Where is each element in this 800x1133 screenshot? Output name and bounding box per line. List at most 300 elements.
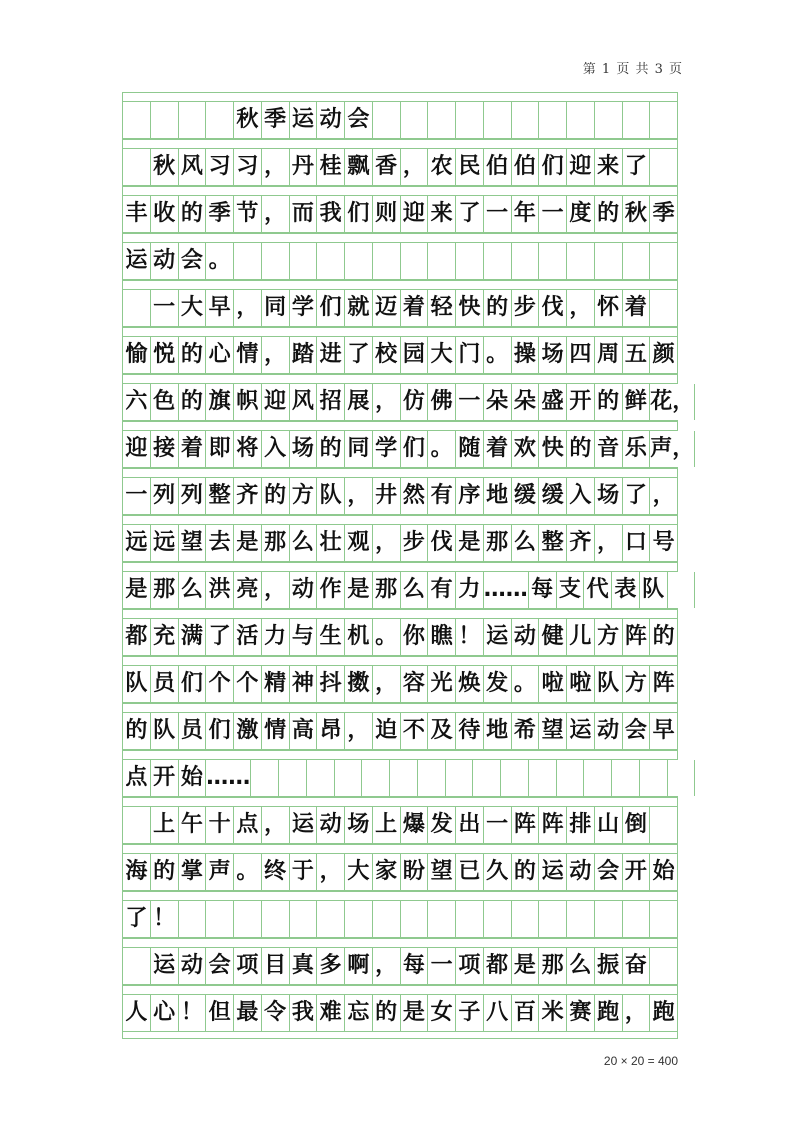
grid-cell: 动 [317, 102, 345, 138]
grid-cell: 队 [317, 478, 345, 514]
grid-cell: 赛 [567, 995, 595, 1031]
grid-cell: 场 [539, 337, 567, 373]
grid-cell: 学 [373, 431, 401, 467]
grid-cell: 么 [567, 948, 595, 984]
grid-cell: 民 [456, 149, 484, 185]
grid-cell: 作 [317, 572, 345, 608]
grid-cell: 序 [456, 478, 484, 514]
grid-cell: 将 [234, 431, 262, 467]
grid-cell [251, 760, 279, 796]
grid-cell: 仿 [401, 384, 429, 420]
grid-cell: 终 [262, 854, 290, 890]
grid-cell: 号 [650, 525, 678, 561]
grid-cell: 那 [484, 525, 512, 561]
grid-cell [179, 901, 207, 937]
grid-cell: 着 [623, 290, 651, 326]
grid-cell: 列 [179, 478, 207, 514]
grid-cell: 地 [484, 478, 512, 514]
grid-cell: 们 [345, 196, 373, 232]
grid-cell: 的 [123, 713, 151, 749]
grid-cell: 队 [595, 666, 623, 702]
grid-cell: 一 [539, 196, 567, 232]
grid-cell: 满 [179, 619, 207, 655]
grid-cell: 都 [123, 619, 151, 655]
grid-cell [668, 572, 696, 608]
grid-cell [539, 901, 567, 937]
grid-cell [623, 901, 651, 937]
grid-cell: 农 [428, 149, 456, 185]
grid-cell: 家 [373, 854, 401, 890]
grid-cell: 。 [428, 431, 456, 467]
grid-cell: 们 [401, 431, 429, 467]
grid-cell: 是 [512, 948, 540, 984]
grid-cell [290, 243, 318, 279]
row-separator [122, 233, 678, 242]
text-row [122, 806, 678, 844]
grid-cell: 么 [401, 572, 429, 608]
grid-cell: 久 [484, 854, 512, 890]
grid-cell [362, 760, 390, 796]
grid-cell: 乐 [623, 431, 651, 467]
grid-cell: 跑 [595, 995, 623, 1031]
grid-cell: 是 [234, 525, 262, 561]
grid-cell: 八 [484, 995, 512, 1031]
grid-cell: 运 [539, 854, 567, 890]
grid-cell: 场 [290, 431, 318, 467]
grid-cell: 跑 [650, 995, 678, 1031]
grid-cell: 阵 [512, 807, 540, 843]
grid-cell: 然 [401, 478, 429, 514]
grid-cell: 阵 [539, 807, 567, 843]
grid-cell: 多 [317, 948, 345, 984]
grid-cell: 上 [151, 807, 179, 843]
grid-cell: 啦 [567, 666, 595, 702]
grid-cell: 大 [428, 337, 456, 373]
grid-cell: 。 [234, 854, 262, 890]
grid-cell: 四 [567, 337, 595, 373]
grid-cell: 望 [428, 854, 456, 890]
grid-cell: 开 [623, 854, 651, 890]
grid-cell: 奋 [623, 948, 651, 984]
grid-cell: 百 [512, 995, 540, 1031]
grid-cell: ， [345, 713, 373, 749]
grid-cell: 季 [650, 196, 678, 232]
grid-cell: 的 [595, 384, 623, 420]
grid-cell [446, 760, 474, 796]
grid-cell [179, 102, 207, 138]
row-separator [122, 421, 678, 430]
grid-cell: 动 [512, 619, 540, 655]
grid-cell: 了 [123, 901, 151, 937]
grid-cell: ， [317, 854, 345, 890]
grid-cell: 入 [567, 478, 595, 514]
grid-cell: 。 [206, 243, 234, 279]
grid-cell: 健 [539, 619, 567, 655]
grid-cell [650, 102, 678, 138]
text-row [122, 148, 678, 186]
grid-cell: 欢 [512, 431, 540, 467]
grid-cell: ！ [179, 995, 207, 1031]
grid-cell: 真 [290, 948, 318, 984]
grid-cell: ， [373, 666, 401, 702]
grid-cell: 丹 [290, 149, 318, 185]
grid-cell: 开 [151, 760, 179, 796]
grid-cell: 容 [401, 666, 429, 702]
grid-cell: 香 [373, 149, 401, 185]
grid-cell: 与 [290, 619, 318, 655]
grid-cell: 米 [539, 995, 567, 1031]
grid-cell: 愉 [123, 337, 151, 373]
grid-cell: 我 [317, 196, 345, 232]
grid-cell: 伯 [512, 149, 540, 185]
grid-cell: 风 [179, 149, 207, 185]
grid-cell: 度 [567, 196, 595, 232]
grid-cell: ， [262, 572, 290, 608]
title-row [122, 101, 678, 139]
grid-cell: 人 [123, 995, 151, 1031]
text-row [122, 759, 678, 797]
grid-cell: 表 [612, 572, 640, 608]
grid-cell [428, 243, 456, 279]
grid-cell: 井 [373, 478, 401, 514]
grid-cell: 色 [151, 384, 179, 420]
grid-cell: 园 [401, 337, 429, 373]
grid-cell: 踏 [290, 337, 318, 373]
grid-cell: 昂 [317, 713, 345, 749]
grid-cell: 山 [595, 807, 623, 843]
grid-cell [650, 948, 678, 984]
grid-cell [484, 102, 512, 138]
grid-cell: 望 [179, 525, 207, 561]
grid-cell: 午 [179, 807, 207, 843]
grid-cell: 迎 [123, 431, 151, 467]
grid-cell: 了 [623, 149, 651, 185]
grid-cell: 接 [151, 431, 179, 467]
grid-cell: 一 [123, 478, 151, 514]
grid-cell: 精 [262, 666, 290, 702]
grid-cell: 季 [262, 102, 290, 138]
grid-cell: 步 [512, 290, 540, 326]
grid-cell: ！ [456, 619, 484, 655]
grid-cell: 动 [317, 807, 345, 843]
text-row [122, 665, 678, 703]
grid-cell: 步 [401, 525, 429, 561]
grid-cell: 朵 [484, 384, 512, 420]
grid-cell: 动 [567, 854, 595, 890]
grid-cell [640, 760, 668, 796]
grid-cell [307, 760, 335, 796]
grid-cell [262, 901, 290, 937]
grid-cell: 是 [123, 572, 151, 608]
grid-cell: 个 [206, 666, 234, 702]
grid-cell: 情 [234, 337, 262, 373]
grid-cell: …… [206, 760, 251, 796]
grid-cell: 光 [428, 666, 456, 702]
grid-cell: 快 [456, 290, 484, 326]
grid-cell: 收 [151, 196, 179, 232]
grid-cell: 。 [373, 619, 401, 655]
grid-cell: 的 [512, 854, 540, 890]
grid-cell: ， [345, 478, 373, 514]
grid-cell [373, 102, 401, 138]
grid-cell [206, 901, 234, 937]
grid-cell: 于 [290, 854, 318, 890]
grid-cell: 阵 [650, 666, 678, 702]
grid-cell: 盛 [539, 384, 567, 420]
grid-cell: 声 [206, 854, 234, 890]
row-separator [122, 92, 678, 101]
grid-cell: 们 [179, 666, 207, 702]
grid-cell: 。 [512, 666, 540, 702]
grid-cell [290, 901, 318, 937]
grid-cell: 运 [567, 713, 595, 749]
grid-cell: 的 [151, 854, 179, 890]
grid-cell: 周 [595, 337, 623, 373]
grid-cell: ， [650, 478, 678, 514]
grid-cell: 一 [484, 196, 512, 232]
grid-cell: 飘 [345, 149, 373, 185]
grid-cell: 校 [373, 337, 401, 373]
grid-cell: 么 [179, 572, 207, 608]
grid-cell: 开 [567, 384, 595, 420]
grid-cell [401, 243, 429, 279]
grid-cell: 了 [623, 478, 651, 514]
grid-cell: 场 [595, 478, 623, 514]
grid-cell: 亮 [234, 572, 262, 608]
grid-cell: 而 [290, 196, 318, 232]
grid-cell: 令 [262, 995, 290, 1031]
grid-cell: 齐 [234, 478, 262, 514]
grid-cell: 悦 [151, 337, 179, 373]
grid-cell: 场 [345, 807, 373, 843]
grid-cell: 员 [179, 713, 207, 749]
grid-cell: 动 [179, 948, 207, 984]
grid-cell [428, 102, 456, 138]
grid-cell: 队 [151, 713, 179, 749]
text-row [122, 477, 678, 515]
grid-cell [123, 102, 151, 138]
grid-cell [529, 760, 557, 796]
grid-cell [584, 760, 612, 796]
grid-cell [428, 901, 456, 937]
grid-cell: 列 [151, 478, 179, 514]
grid-cell: 壮 [317, 525, 345, 561]
grid-cell: 每 [401, 948, 429, 984]
grid-cell: 门 [456, 337, 484, 373]
grid-cell [373, 243, 401, 279]
grid-cell: 代 [584, 572, 612, 608]
grid-cell: 队 [123, 666, 151, 702]
grid-cell: 丰 [123, 196, 151, 232]
grid-cell: 十 [206, 807, 234, 843]
grid-cell: 心 [206, 337, 234, 373]
text-row [122, 289, 678, 327]
text-row [122, 900, 678, 938]
grid-cell: 口 [623, 525, 651, 561]
grid-cell [650, 243, 678, 279]
grid-cell: ， [262, 149, 290, 185]
grid-cell: 我 [290, 995, 318, 1031]
grid-cell: 有 [428, 478, 456, 514]
grid-cell: 着 [484, 431, 512, 467]
grid-cell: 的 [650, 619, 678, 655]
grid-cell: 桂 [317, 149, 345, 185]
grid-cell [390, 760, 418, 796]
grid-cell: 点 [234, 807, 262, 843]
grid-cell [151, 102, 179, 138]
grid-cell: 进 [317, 337, 345, 373]
grid-cell: 高 [290, 713, 318, 749]
row-separator [122, 515, 678, 524]
grid-cell: 同 [262, 290, 290, 326]
grid-cell: 动 [290, 572, 318, 608]
grid-cell: 发 [484, 666, 512, 702]
grid-cell: 一 [456, 384, 484, 420]
grid-cell: 的 [484, 290, 512, 326]
grid-cell: ， [262, 807, 290, 843]
grid-cell: 的 [262, 478, 290, 514]
grid-cell: 个 [234, 666, 262, 702]
grid-cell: 随 [456, 431, 484, 467]
grid-cell: 伐 [539, 290, 567, 326]
grid-cell: 项 [234, 948, 262, 984]
grid-cell: 们 [317, 290, 345, 326]
grid-cell: 朵 [512, 384, 540, 420]
grid-cell [595, 102, 623, 138]
grid-cell: 难 [317, 995, 345, 1031]
grid-cell: 阵 [623, 619, 651, 655]
grid-cell: 子 [456, 995, 484, 1031]
grid-cell [623, 102, 651, 138]
grid-cell [401, 901, 429, 937]
grid-cell: 一 [428, 948, 456, 984]
grid-cell: 大 [179, 290, 207, 326]
grid-cell: 么 [512, 525, 540, 561]
grid-cell [418, 760, 446, 796]
grid-cell [650, 901, 678, 937]
text-row [122, 853, 678, 891]
text-row [122, 336, 678, 374]
grid-cell: 不 [401, 713, 429, 749]
grid-cell: 排 [567, 807, 595, 843]
grid-cell [501, 760, 529, 796]
grid-cell: 啦 [539, 666, 567, 702]
row-separator [122, 703, 678, 712]
grid-cell: 望 [539, 713, 567, 749]
grid-cell: 那 [262, 525, 290, 561]
grid-cell: 情 [262, 713, 290, 749]
grid-cell: 佛 [428, 384, 456, 420]
grid-cell: 员 [151, 666, 179, 702]
grid-cell: 缓 [512, 478, 540, 514]
grid-cell: 每 [529, 572, 557, 608]
grid-cell [335, 760, 363, 796]
grid-cell [650, 290, 678, 326]
row-separator [122, 891, 678, 900]
grid-cell [123, 807, 151, 843]
grid-cell [123, 149, 151, 185]
row-separator [122, 938, 678, 947]
grid-cell: 风 [290, 384, 318, 420]
grid-cell: ， [373, 948, 401, 984]
grid-cell: 那 [539, 948, 567, 984]
grid-cell: 上 [373, 807, 401, 843]
grid-cell: 怀 [595, 290, 623, 326]
grid-cell: 迫 [373, 713, 401, 749]
row-separator [122, 844, 678, 853]
grid-cell [317, 901, 345, 937]
grid-cell: 振 [595, 948, 623, 984]
grid-cell: 习 [206, 149, 234, 185]
text-row [122, 994, 678, 1032]
row-separator [122, 609, 678, 618]
grid-cell: 的 [373, 995, 401, 1031]
grid-cell: 齐 [567, 525, 595, 561]
grid-cell: 待 [456, 713, 484, 749]
grid-cell: 充 [151, 619, 179, 655]
grid-cell: 花， [650, 384, 695, 420]
grid-cell: 轻 [428, 290, 456, 326]
grid-cell [123, 948, 151, 984]
grid-cell [650, 807, 678, 843]
grid-cell: 运 [123, 243, 151, 279]
grid-cell [595, 901, 623, 937]
grid-cell: 焕 [456, 666, 484, 702]
grid-cell [567, 102, 595, 138]
grid-cell: 海 [123, 854, 151, 890]
grid-cell [234, 243, 262, 279]
grid-cell: 的 [317, 431, 345, 467]
grid-cell [623, 243, 651, 279]
grid-cell: ！ [151, 901, 179, 937]
grid-cell [262, 243, 290, 279]
grid-cell: 目 [262, 948, 290, 984]
grid-cell: 。 [484, 337, 512, 373]
grid-cell: 同 [345, 431, 373, 467]
grid-cell: ， [373, 525, 401, 561]
grid-cell: 始 [179, 760, 207, 796]
grid-cell: 着 [401, 290, 429, 326]
row-separator [122, 280, 678, 289]
text-row [122, 618, 678, 656]
row-separator [122, 468, 678, 477]
grid-cell: 整 [539, 525, 567, 561]
grid-cell: 声， [650, 431, 695, 467]
grid-cell: 一 [151, 290, 179, 326]
grid-cell [456, 243, 484, 279]
grid-cell: 去 [206, 525, 234, 561]
grid-cell [512, 901, 540, 937]
grid-cell: 的 [179, 384, 207, 420]
grid-cell: 及 [428, 713, 456, 749]
grid-cell: 则 [373, 196, 401, 232]
grid-cell: 了 [206, 619, 234, 655]
grid-cell: 迈 [373, 290, 401, 326]
grid-cell: 帜 [234, 384, 262, 420]
grid-cell: 迎 [567, 149, 595, 185]
grid-cell: 缓 [539, 478, 567, 514]
row-separator [122, 797, 678, 806]
grid-cell: 旗 [206, 384, 234, 420]
grid-cell: 音 [595, 431, 623, 467]
grid-cell: …… [484, 572, 529, 608]
grid-cell: ， [262, 337, 290, 373]
grid-cell [473, 760, 501, 796]
grid-cell: 学 [290, 290, 318, 326]
grid-cell: 伯 [484, 149, 512, 185]
grid-cell: 年 [512, 196, 540, 232]
grid-cell: 们 [539, 149, 567, 185]
